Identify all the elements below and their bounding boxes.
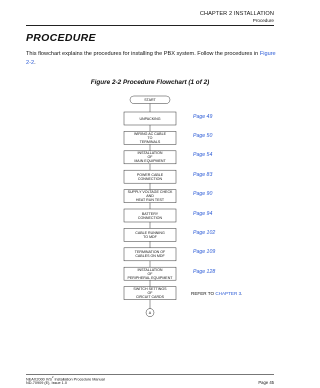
process-box-label-line: MAIN EQUIPMENT <box>134 159 166 164</box>
chapter-3-link[interactable]: CHAPTER 3 <box>215 290 242 296</box>
process-box-label-line: BATTERY <box>141 211 159 216</box>
document-id: ND-70909 (E), Issue 1.0 <box>26 381 67 385</box>
process-box-label-line: UNPACKING <box>139 116 161 121</box>
process-box-label <box>124 209 176 222</box>
process-box-label <box>124 267 176 280</box>
page-reference-link[interactable]: Page 49 <box>193 113 213 120</box>
process-box-label-line: OF <box>147 155 153 160</box>
section-title: Procedure <box>252 18 274 23</box>
page-reference-link[interactable]: Page 109 <box>193 249 216 256</box>
process-box-label-line: TO <box>147 135 153 140</box>
process-box-label-line: PERIPHERAL EQUIPMENT <box>127 275 173 280</box>
chapter-title: CHAPTER 2 INSTALLATION <box>199 11 274 17</box>
process-box-label-line: TERMINATION OF <box>134 250 166 255</box>
process-box-label-line: CONNECTION <box>137 176 163 181</box>
process-box-label-line: SUPPLY VOLTAGE CHECK <box>127 190 173 195</box>
process-box-label-line: HEAT RUN TEST <box>135 198 165 203</box>
page-number: Page 45 <box>258 380 274 385</box>
process-box-label <box>124 228 176 241</box>
page-reference-link[interactable]: Page 94 <box>193 210 213 217</box>
refer-text: REFER TO <box>191 290 215 296</box>
start-label-line: START <box>144 97 156 102</box>
start-label <box>130 96 170 104</box>
manual-name: NEAX2000 IVS$^2$ Installation Procedure Manual <box>26 376 105 382</box>
process-box-label-line: CONNECTION <box>137 215 163 220</box>
process-box-label-line: OF <box>147 291 153 296</box>
page-title: PROCEDURE <box>26 32 96 44</box>
process-box-label-line: INSTALLATION <box>137 267 163 272</box>
process-box-label-line: CABLE RUNNING <box>135 230 165 235</box>
process-box-label-line: POWER CABLE <box>136 172 164 177</box>
connector-label-line: A <box>148 310 152 315</box>
process-box-label-line: WIRING AC CABLE <box>134 131 166 136</box>
footer-divider <box>26 374 274 375</box>
process-box-label <box>124 131 176 144</box>
process-box-label-line: TERMINALS <box>139 139 161 144</box>
page-reference-link[interactable]: Page 83 <box>193 171 213 178</box>
process-box-label <box>124 248 176 261</box>
page-reference-link[interactable]: Page 128 <box>193 268 216 275</box>
process-box-label <box>124 112 176 125</box>
page-reference-link[interactable]: Page 54 <box>193 152 213 159</box>
process-box-label-line: INSTALLATION <box>137 151 163 156</box>
intro-end: . <box>34 60 36 66</box>
process-box-label <box>124 190 176 203</box>
process-box-label-line: SWITCH SETTINGS <box>133 287 167 292</box>
process-box-label <box>124 287 176 300</box>
process-box-label-line: CIRCUIT CARDS <box>135 295 165 300</box>
process-box-label-line: OF <box>147 271 153 276</box>
process-box-label <box>124 151 176 164</box>
intro-text: This flowchart explains the procedures for installing the PBX system. Follow the procedures in <box>26 51 259 57</box>
connector-label <box>146 309 154 317</box>
refer-end: . <box>241 290 243 296</box>
process-box-label <box>124 170 176 183</box>
figure-title: Figure 2-2 Procedure Flowchart (1 of 2) <box>90 79 210 86</box>
figure-link[interactable]: Figure 2-2 <box>26 51 276 66</box>
process-box-label-line: CABLES ON MDF <box>135 254 165 259</box>
page-reference-link[interactable]: Page 102 <box>193 229 216 236</box>
page-reference-link[interactable]: Page 50 <box>193 132 213 139</box>
process-box-label-line: AND <box>146 194 154 199</box>
refer-note <box>191 291 242 296</box>
page-reference-link[interactable]: Page 90 <box>193 191 213 198</box>
process-box-label-line: TO MDF <box>143 234 157 239</box>
